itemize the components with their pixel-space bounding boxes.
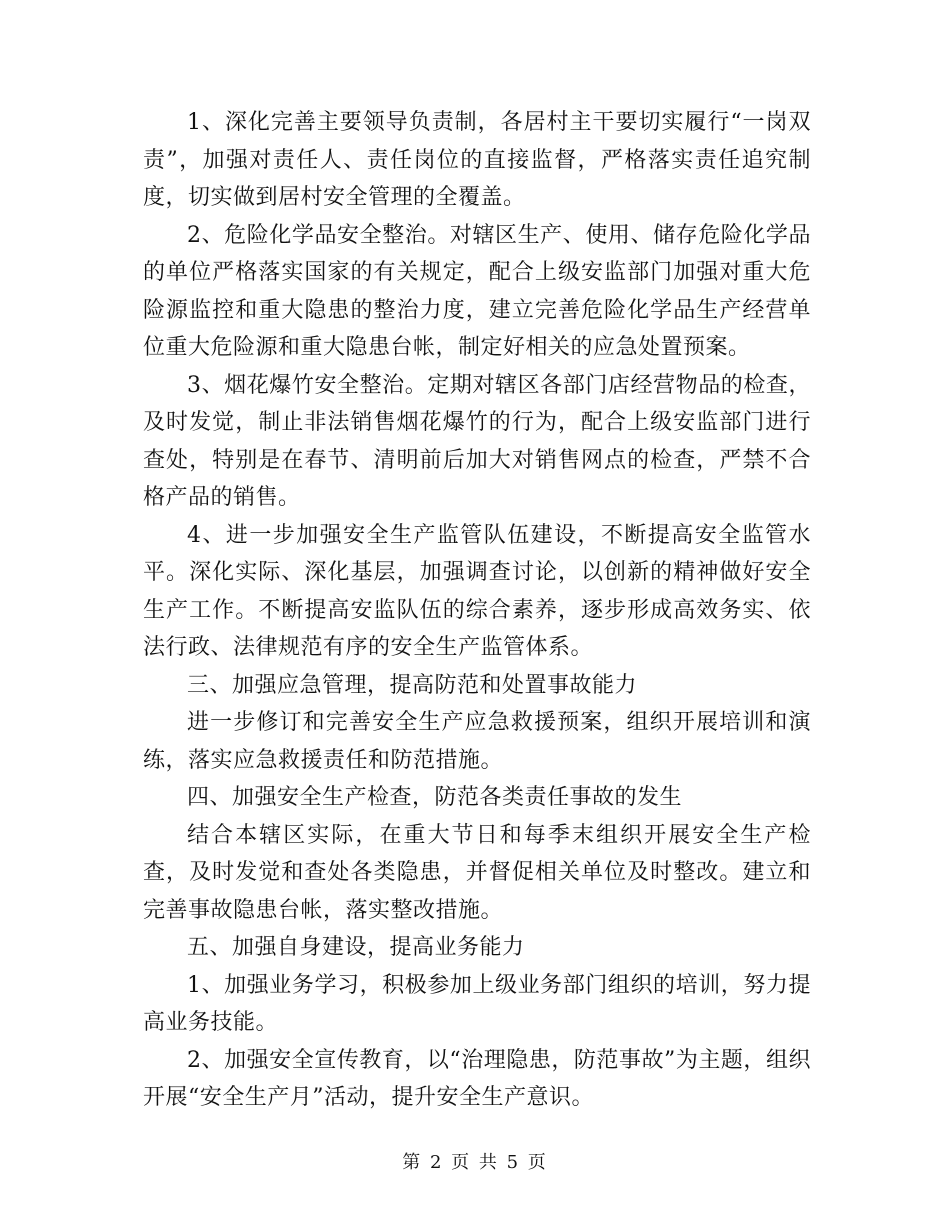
section-heading-inspection: 四、加强安全生产检查，防范各类责任事故的发生 bbox=[187, 785, 683, 810]
page-number-footer: 第 2 页 共 5 页 bbox=[402, 1152, 548, 1173]
paragraph-supervision-team: 4、进一步加强安全生产监管队伍建设，不断提高安全监管水平。深化实际、深化基层，加强调查讨论，以创新的精神做好安全生产工作。不断提高安监队伍的综合素养，逐步形成高效务实、依法行政、法律规范有序的安全生产监管体系。 bbox=[143, 522, 811, 660]
paragraph-safety-education: 2、加强安全宣传教育，以“治理隐患，防范事故”为主题，组织开展“安全生产月”活动，提升安全生产意识。 bbox=[143, 1047, 811, 1110]
paragraph-responsibility-system: 1、深化完善主要领导负责制，各居村主干要切实履行“一岗双责”，加强对责任人、责任岗位的直接监督，严格落实责任追究制度，切实做到居村安全管理的全覆盖。 bbox=[143, 110, 811, 210]
section-heading-self-building: 五、加强自身建设，提高业务能力 bbox=[187, 935, 525, 960]
paragraph-business-study: 1、加强业务学习，积极参加上级业务部门组织的培训，努力提高业务技能。 bbox=[143, 972, 811, 1035]
document-body bbox=[143, 104, 811, 1117]
paragraph-hazardous-chemicals: 2、危险化学品安全整治。对辖区生产、使用、储存危险化学品的单位严格落实国家的有关规定，配合上级安监部门加强对重大危险源监控和重大隐患的整治力度，建立完善危险化学品生产经营单位重大危险源和重大隐患台帐，制定好相关的应急处置预案。 bbox=[143, 222, 811, 360]
paragraph-fireworks: 3、烟花爆竹安全整治。定期对辖区各部门店经营物品的检查，及时发觉，制止非法销售烟花爆竹的行为，配合上级安监部门进行查处，特别是在春节、清明前后加大对销售网点的检查，严禁不合格产品的销售。 bbox=[143, 372, 811, 510]
section-heading-emergency: 三、加强应急管理，提高防范和处置事故能力 bbox=[187, 672, 638, 698]
paragraph-emergency-plan: 进一步修订和完善安全生产应急救援预案，组织开展培训和演练，落实应急救援责任和防范措施。 bbox=[143, 710, 811, 773]
paragraph-inspection: 结合本辖区实际，在重大节日和每季末组织开展安全生产检查，及时发觉和查处各类隐患，并督促相关单位及时整改。建立和完善事故隐患台帐，落实整改措施。 bbox=[143, 822, 811, 923]
